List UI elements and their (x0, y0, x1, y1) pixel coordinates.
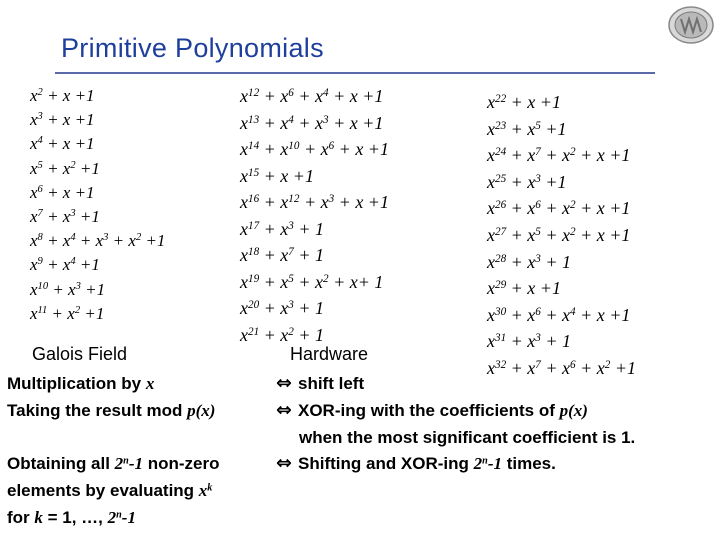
row-text: Shifting and XOR-ing (298, 454, 474, 473)
polynomial-term: + x (293, 86, 324, 106)
polynomial-term: + x (42, 231, 71, 251)
polynomial-term: + x (259, 245, 289, 265)
polynomial-exponent: 24 (495, 146, 507, 159)
polynomial-term: x (240, 324, 248, 345)
polynomial-term: + x +1 (575, 198, 631, 219)
polynomial-term: + x +1 (506, 92, 561, 112)
polynomial-term: x (30, 110, 38, 130)
polynomial-exponent: 26 (495, 199, 507, 212)
polynomial-exponent: 2 (288, 325, 294, 338)
polynomial-term: + x (506, 224, 536, 245)
row-text: when the most significant coefficient is 1. (299, 428, 636, 447)
polynomial-term: x (487, 198, 495, 219)
polynomial-term: + x (506, 198, 536, 219)
polynomial-term: x (240, 271, 248, 292)
polynomial-term: x (487, 304, 495, 325)
polynomial-term: + x +1 (42, 134, 95, 154)
polynomial-term: + x +1 (506, 278, 561, 299)
polynomial-term: + x (293, 112, 324, 133)
polynomial-exponent: 2 (70, 159, 76, 171)
math-term: 2 (473, 454, 483, 473)
polynomial-term: +1 (141, 231, 166, 251)
polynomial-exponent: 2 (323, 272, 329, 285)
galois-side (7, 454, 220, 473)
polynomial-line (240, 110, 389, 137)
polynomial-term: + x +1 (328, 86, 384, 106)
correspondence-row (7, 399, 588, 421)
polynomial-exponent: 3 (70, 208, 76, 220)
hardware-side (298, 454, 556, 474)
polynomial-term: +1 (80, 303, 105, 323)
polynomial-term: + x (506, 171, 536, 192)
polynomial-column-1 (30, 84, 165, 326)
polynomial-term: + x (259, 271, 289, 292)
polynomial-column-2 (240, 83, 389, 348)
polynomial-term: + x (259, 298, 289, 318)
polynomial-exponent: 9 (37, 256, 43, 268)
polynomial-term: + x +1 (328, 112, 384, 133)
polynomial-term: x (30, 206, 38, 226)
polynomial-line (30, 181, 165, 205)
polynomial-line (487, 116, 636, 143)
polynomial-exponent: 3 (323, 113, 329, 126)
math-term: -1 (121, 508, 136, 527)
math-term: 2 (107, 508, 117, 527)
math-term: -1 (128, 454, 144, 473)
polynomial-exponent: 3 (535, 252, 541, 265)
polynomial-term: x (487, 224, 495, 245)
polynomial-term: + x (506, 331, 536, 352)
polynomial-exponent: 3 (103, 232, 109, 244)
polynomial-exponent: 23 (495, 119, 507, 132)
polynomial-term: x (487, 92, 495, 112)
math-term: p(x) (187, 401, 216, 420)
polynomial-exponent: 12 (288, 192, 300, 205)
polynomial-term: + x +1 (575, 224, 631, 245)
polynomial-exponent: 3 (37, 111, 43, 123)
university-seal-icon (667, 5, 715, 45)
page-title: Primitive Polynomials (61, 33, 324, 63)
galois-side (7, 508, 136, 527)
row-text: XOR-ing with the coefficients of (298, 401, 560, 420)
polynomial-exponent: 3 (535, 172, 541, 185)
hardware-side (298, 401, 588, 421)
polynomial-term: + 1 (293, 298, 325, 318)
polynomial-exponent: 21 (248, 325, 260, 338)
polynomial-exponent: 31 (495, 332, 507, 345)
polynomial-exponent: 2 (570, 146, 576, 159)
polynomial-term: + x (506, 304, 536, 325)
polynomial-term: +1 (75, 255, 100, 275)
math-term: n (116, 509, 122, 521)
math-term: x (198, 481, 208, 500)
polynomial-exponent: 4 (288, 113, 294, 126)
math-term: n (123, 455, 129, 467)
polynomial-exponent: 7 (535, 146, 541, 159)
polynomial-line (240, 216, 389, 243)
polynomial-term: x (30, 86, 38, 105)
galois-field-heading: Galois Field (32, 344, 128, 364)
polynomial-term: + x +1 (334, 192, 389, 212)
polynomial-exponent: 3 (328, 192, 335, 205)
polynomial-exponent: 5 (535, 225, 541, 238)
row-text: times. (502, 454, 556, 473)
equivalence-arrow-icon: ⇔ (276, 452, 292, 474)
polynomial-term: x (240, 245, 248, 265)
polynomial-line (30, 302, 165, 326)
row-text: shift left (298, 374, 365, 393)
polynomial-term: +1 (610, 357, 636, 378)
polynomial-term: + x (47, 303, 75, 323)
polynomial-exponent: 4 (70, 232, 76, 244)
hardware-side (299, 428, 635, 448)
polynomial-term: x (487, 251, 495, 272)
math-term: -1 (487, 454, 502, 473)
polynomial-term: x (487, 357, 495, 378)
polynomial-line (240, 269, 389, 296)
polynomial-exponent: 28 (495, 252, 507, 265)
polynomial-line (30, 253, 165, 277)
polynomial-exponent: 27 (495, 225, 507, 238)
polynomial-term: x (30, 255, 38, 275)
row-text: = 1, …, (42, 508, 108, 527)
polynomial-term: +1 (540, 118, 567, 139)
row-text: non-zero (143, 454, 220, 473)
polynomial-exponent: 18 (248, 245, 260, 258)
polynomial-term: x (240, 218, 248, 239)
polynomial-column-3 (487, 89, 636, 382)
polynomial-line (240, 163, 389, 190)
polynomial-term: x (487, 145, 495, 166)
polynomial-exponent: 7 (37, 208, 43, 220)
polynomial-term: + x (259, 112, 289, 133)
math-term: x (145, 374, 155, 393)
polynomial-exponent: 4 (323, 86, 329, 99)
math-term: k (207, 482, 213, 494)
polynomial-term: + x (48, 279, 76, 299)
polynomial-term: x (487, 171, 495, 192)
polynomial-line (240, 83, 389, 110)
polynomial-term: + x (575, 357, 605, 378)
polynomial-term: + x (540, 198, 571, 219)
polynomial-exponent: 12 (248, 86, 260, 99)
math-term: p(x) (559, 401, 588, 420)
polynomial-line (30, 157, 165, 181)
polynomial-exponent: 29 (495, 279, 507, 292)
polynomial-line (30, 229, 165, 253)
polynomial-term: + x (506, 357, 536, 378)
polynomial-line (487, 302, 636, 329)
hardware-side (298, 374, 364, 394)
polynomial-line (487, 355, 636, 382)
row-text: Multiplication by (7, 374, 146, 393)
polynomial-term: + x+ 1 (328, 271, 384, 292)
polynomial-exponent: 6 (288, 86, 294, 99)
polynomial-term: + x (75, 231, 104, 251)
polynomial-exponent: 17 (248, 219, 260, 232)
polynomial-exponent: 2 (570, 199, 576, 212)
polynomial-term: +1 (540, 171, 567, 192)
polynomial-term: +1 (80, 279, 106, 299)
polynomial-exponent: 10 (37, 280, 49, 292)
polynomial-term: + x (540, 224, 571, 245)
polynomial-exponent: 4 (570, 305, 576, 318)
polynomial-term: + x +1 (259, 165, 314, 186)
polynomial-term: + 1 (540, 331, 572, 352)
galois-side (7, 374, 154, 393)
hardware-heading: Hardware (290, 344, 369, 364)
polynomial-line (30, 84, 165, 108)
polynomial-line (487, 169, 636, 196)
polynomial-term: x (30, 182, 38, 202)
equivalence-arrow-icon: ⇔ (276, 372, 292, 394)
polynomial-line (30, 205, 165, 229)
polynomial-term: + x (299, 192, 329, 212)
polynomial-exponent: 6 (535, 305, 541, 318)
correspondence-row (7, 508, 136, 528)
polynomial-line (30, 278, 165, 302)
polynomial-term: + x (540, 357, 571, 378)
polynomial-line (487, 222, 636, 249)
math-term: n (482, 455, 488, 467)
polynomial-line (487, 142, 636, 169)
polynomial-term: + x +1 (575, 145, 631, 166)
polynomial-term: + 1 (293, 245, 325, 265)
polynomial-term: + x +1 (575, 304, 631, 325)
polynomial-term: x (487, 118, 495, 139)
polynomial-term: x (487, 331, 495, 352)
row-text: elements by evaluating (7, 481, 199, 500)
polynomial-exponent: 15 (248, 166, 260, 179)
row-text: Taking the result mod (7, 401, 188, 420)
polynomial-line (240, 136, 389, 163)
polynomial-term: x (240, 139, 248, 159)
math-term: 2 (114, 454, 124, 473)
polynomial-exponent: 32 (495, 358, 507, 371)
polynomial-term: x (30, 231, 38, 251)
polynomial-exponent: 4 (37, 135, 43, 147)
polynomial-line (240, 295, 389, 322)
polynomial-line (487, 275, 636, 302)
polynomial-term: +1 (75, 158, 100, 178)
polynomial-exponent: 22 (495, 92, 507, 105)
polynomial-exponent: 4 (70, 256, 76, 268)
galois-side (7, 401, 215, 420)
polynomial-term: x (240, 86, 248, 106)
polynomial-exponent: 2 (74, 304, 81, 316)
polynomial-exponent: 6 (535, 199, 541, 212)
polynomial-line (487, 89, 636, 116)
polynomial-line (487, 195, 636, 222)
row-text: Obtaining all (7, 454, 115, 473)
polynomial-term: + x +1 (42, 86, 95, 105)
polynomial-term: x (30, 158, 38, 178)
polynomial-exponent: 25 (495, 172, 507, 185)
polynomial-term: + x (506, 251, 536, 272)
polynomial-exponent: 5 (288, 272, 294, 285)
polynomial-exponent: 7 (535, 358, 541, 371)
polynomial-exponent: 3 (535, 332, 541, 345)
polynomial-term: + x (259, 218, 289, 239)
polynomial-exponent: 6 (570, 358, 576, 371)
polynomial-exponent: 6 (328, 139, 335, 152)
polynomial-exponent: 19 (248, 272, 260, 285)
polynomial-exponent: 5 (37, 159, 43, 171)
polynomial-term: + x (506, 118, 536, 139)
polynomial-exponent: 5 (535, 119, 541, 132)
polynomial-exponent: 13 (248, 113, 260, 126)
polynomial-term: + x (259, 86, 289, 106)
polynomial-term: + x (540, 304, 571, 325)
polynomial-line (240, 242, 389, 269)
polynomial-exponent: 3 (288, 298, 294, 311)
polynomial-exponent: 2 (570, 225, 576, 238)
polynomial-term: x (30, 134, 38, 154)
polynomial-exponent: 16 (248, 192, 260, 205)
polynomial-term: + x (42, 158, 71, 178)
correspondence-row (7, 452, 556, 474)
correspondence-row (7, 481, 212, 501)
polynomial-term: x (30, 279, 38, 299)
equivalence-arrow-icon: ⇔ (276, 399, 292, 421)
polynomial-term: + x (506, 145, 536, 166)
polynomial-exponent: 3 (75, 280, 81, 292)
polynomial-exponent: 10 (288, 139, 300, 152)
polynomial-exponent: 14 (248, 139, 260, 152)
polynomial-term: +1 (75, 206, 100, 226)
polynomial-exponent: 2 (604, 358, 611, 371)
polynomial-exponent: 6 (37, 183, 43, 195)
polynomial-term: + x (108, 231, 136, 251)
polynomial-term: + 1 (540, 251, 572, 272)
polynomial-term: x (240, 192, 248, 212)
polynomial-term: + 1 (293, 324, 325, 345)
polynomial-exponent: 8 (37, 232, 43, 244)
correspondence-row (7, 372, 365, 394)
galois-side (7, 481, 212, 500)
polynomial-line (487, 328, 636, 355)
polynomial-term: + x (42, 255, 71, 275)
polynomial-term: x (240, 298, 248, 318)
title-underline (55, 72, 655, 74)
polynomial-term: + x (293, 271, 324, 292)
polynomial-term: x (240, 165, 248, 186)
polynomial-term: + x (299, 139, 329, 159)
polynomial-line (30, 132, 165, 156)
polynomial-term: + 1 (293, 218, 325, 239)
row-text: for (7, 508, 35, 527)
polynomial-term: + x (42, 206, 71, 226)
polynomial-exponent: 30 (495, 305, 507, 318)
polynomial-exponent: 11 (37, 304, 48, 316)
math-term: k (34, 508, 43, 527)
polynomial-term: x (487, 278, 495, 299)
polynomial-term: + x +1 (42, 182, 95, 202)
polynomial-line (487, 249, 636, 276)
polynomial-exponent: 2 (135, 232, 142, 244)
polynomial-term: + x +1 (334, 139, 389, 159)
polynomial-term: x (30, 303, 38, 323)
polynomial-exponent: 2 (37, 87, 43, 99)
polynomial-term: + x (259, 324, 289, 345)
polynomial-line (240, 189, 389, 216)
polynomial-exponent: 7 (288, 245, 294, 258)
polynomial-term: + x (259, 192, 289, 212)
polynomial-term: + x (540, 145, 571, 166)
polynomial-term: + x (259, 139, 289, 159)
polynomial-term: x (240, 112, 248, 133)
polynomial-exponent: 20 (248, 298, 260, 311)
polynomial-line (30, 108, 165, 132)
polynomial-exponent: 3 (288, 219, 294, 232)
polynomial-term: + x +1 (42, 110, 95, 130)
